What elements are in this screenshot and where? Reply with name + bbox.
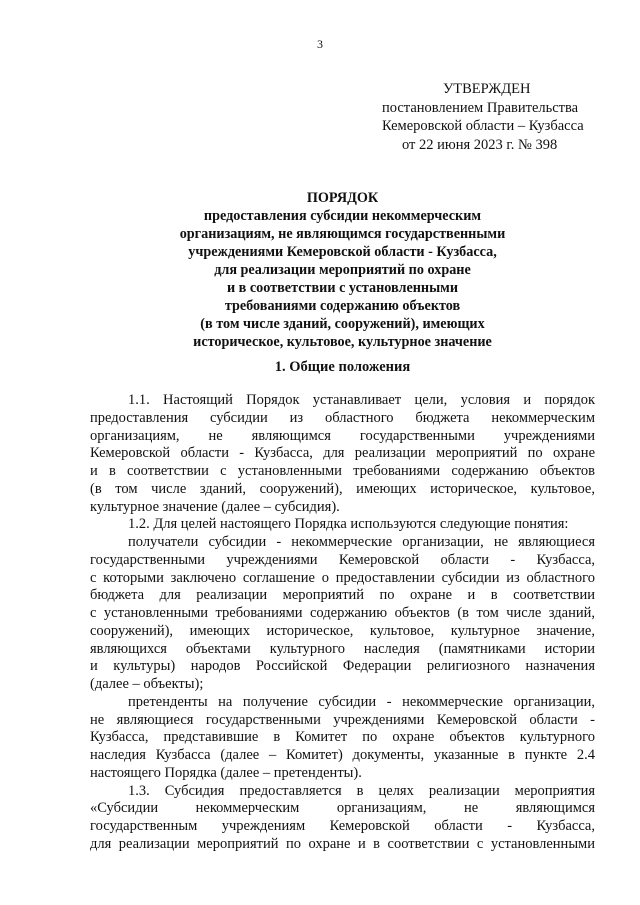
title-line: требованиями содержанию объектов — [224, 298, 461, 314]
text-line: 1.1. Настоящий Порядок устанавливает цели, условия и порядок — [128, 392, 595, 408]
approval-line: Кемеровской области – Кузбасса — [382, 118, 584, 134]
text-line: организациям, не являющимся государственными учреждениями — [90, 427, 595, 444]
title-line: историческое, культовое, культурное значение — [193, 334, 492, 350]
text-line: предоставления субсидии из областного бюджета некоммерческим — [90, 409, 595, 426]
text-line: с которыми заключено соглашение о предоставлении субсидии из областного — [90, 569, 595, 586]
text-line: Кемеровской области - Кузбасса, для реализации мероприятий по охране — [90, 445, 595, 462]
approval-heading: УТВЕРЖДЕН — [443, 81, 531, 97]
title-line: учреждениями Кемеровской области - Кузбасса, — [188, 244, 497, 260]
title-line: организациям, не являющимся государственными — [179, 226, 506, 242]
section-heading: 1. Общие положения — [274, 359, 411, 375]
text-line: и культуры) народов Российской Федерации религиозного назначения — [90, 658, 595, 675]
text-line: для реализации мероприятий по охране и в соответствии с установленными — [90, 835, 595, 852]
title-line: для реализации мероприятий по охране — [214, 262, 471, 278]
approval-date-line: от 22 июня 2023 г. № 398 — [402, 136, 558, 153]
approval-line: постановлением Правительства — [382, 99, 579, 116]
text-line: являющихся объектами культурного наследия (памятниками истории — [90, 640, 595, 657]
text-line: с установленными требованиями содержанию объектов (в том числе зданий, — [90, 605, 595, 621]
text-line: настоящего Порядка (далее – претенденты). — [90, 764, 362, 781]
text-line: 1.3. Субсидия предоставляется в целях реализации мероприятия — [128, 782, 595, 799]
text-line: государственным учреждениям Кемеровской области - Кузбасса, — [90, 818, 595, 834]
text-line: культурное значение (далее – субсидия). — [90, 498, 340, 515]
document-title — [80, 189, 605, 351]
text-line: не являющиеся государственными учреждениями Кемеровской области - — [90, 711, 595, 728]
title-line: предоставления субсидии некоммерческим — [203, 208, 482, 224]
text-line: наследия Кузбасса (далее – Комитет) документы, указанные в пункте 2.4 — [90, 747, 595, 763]
title-line: (в том числе зданий, сооружений), имеющих — [200, 316, 485, 332]
title-line: ПОРЯДОК — [306, 190, 379, 206]
text-line: бюджета для реализации мероприятий по охране и в соответствии — [90, 587, 595, 604]
text-line: претенденты на получение субсидии - некоммерческие организации, — [128, 693, 595, 710]
approval-stamp — [330, 80, 640, 154]
body-text — [90, 392, 595, 854]
text-line: (далее – объекты); — [90, 676, 204, 692]
text-line: сооружений), имеющих историческое, культовое, культурное значение, — [90, 622, 595, 639]
text-line: «Субсидии некоммерческим организациям, не являющимся — [90, 800, 595, 817]
text-line: получатели субсидии - некоммерческие организации, не являющиеся — [128, 534, 595, 550]
text-line: (в том числе зданий, сооружений), имеющих историческое, культовое, — [90, 480, 595, 497]
text-line: и в соответствии с установленными требованиями содержанию объектов — [90, 463, 595, 479]
text-line: Кузбасса, представившие в Комитет по охране объектов культурного — [90, 729, 595, 746]
title-line: и в соответствии с установленными — [226, 280, 459, 296]
text-line: 1.2. Для целей настоящего Порядка используются следующие понятия: — [128, 516, 569, 533]
page-number: 3 — [317, 37, 323, 51]
text-line: государственными учреждениями Кемеровской области - Кузбасса, — [90, 551, 595, 568]
